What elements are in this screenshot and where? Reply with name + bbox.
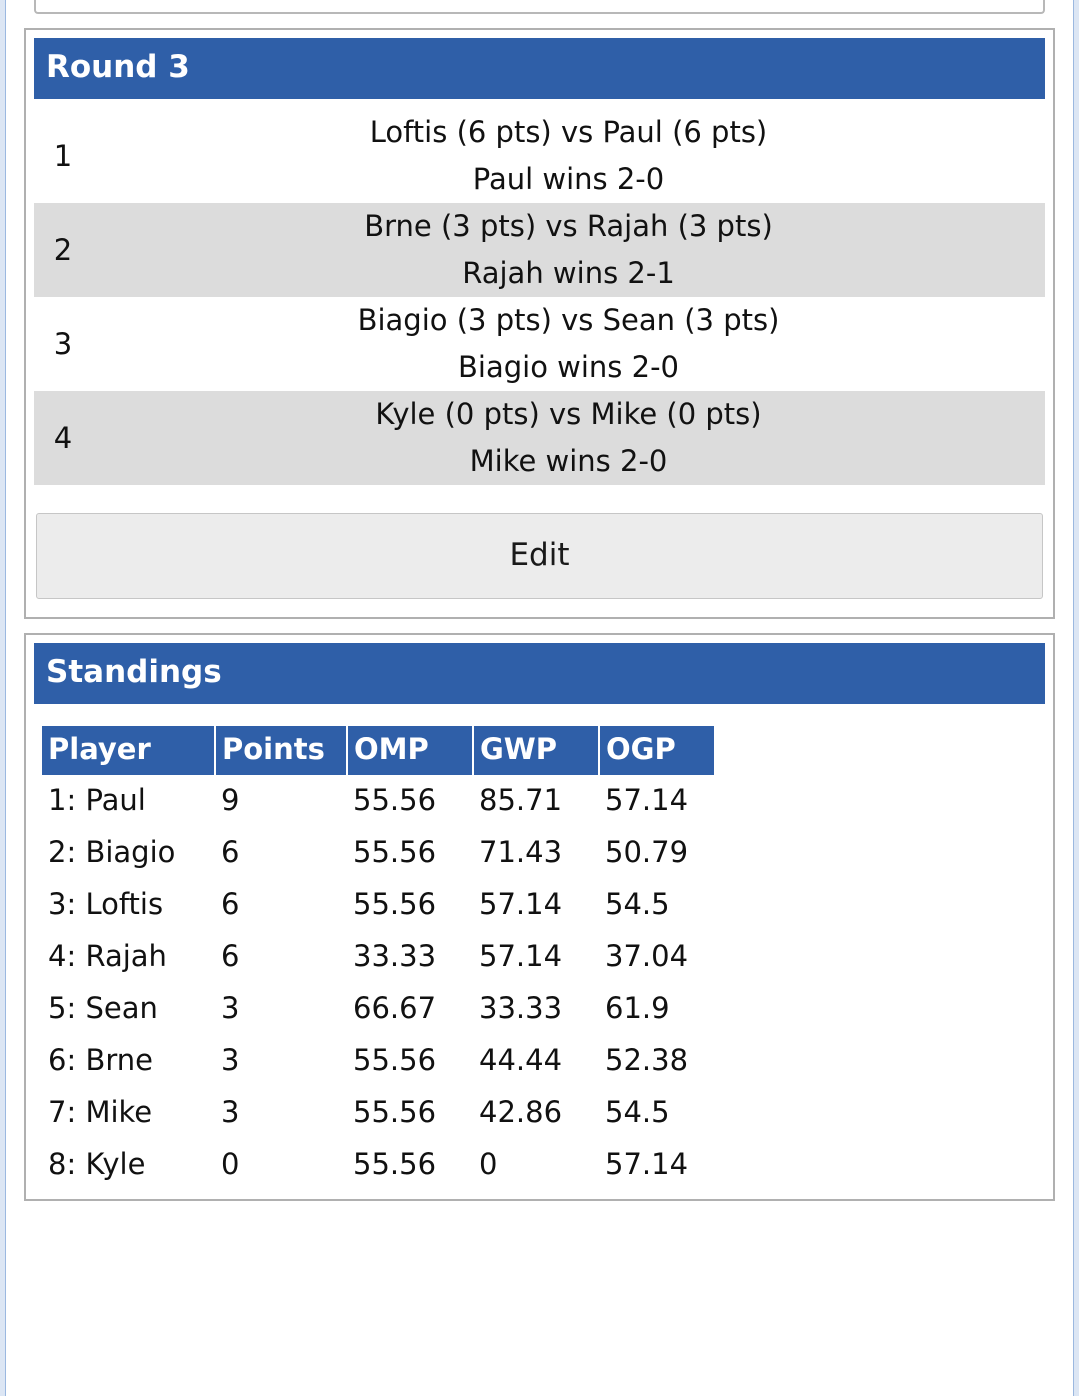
cell-gwp: 42.86 <box>479 1094 563 1129</box>
pairing-result: Paul wins 2-0 <box>472 161 665 196</box>
cell-gwp: 57.14 <box>479 938 563 973</box>
cell-ogp: 54.5 <box>605 1094 670 1129</box>
cell-ogp: 54.5 <box>605 886 670 921</box>
page-content <box>8 0 1071 1396</box>
round-panel <box>24 28 1055 619</box>
column-header-gwp: GWP <box>473 726 599 775</box>
cell-points: 3 <box>221 990 240 1025</box>
cell-player: 4: Rajah <box>48 938 167 973</box>
cell-ogp: 50.79 <box>605 834 689 869</box>
cell-player: 5: Sean <box>48 990 158 1025</box>
cell-player: 7: Mike <box>48 1094 153 1129</box>
cell-omp: 55.56 <box>353 1042 437 1077</box>
table-row <box>42 983 714 1035</box>
cell-player: 2: Biagio <box>48 834 176 869</box>
pairing-result: Rajah wins 2-1 <box>462 255 675 290</box>
cell-points: 6 <box>221 886 240 921</box>
pairing-matchup: Kyle (0 pts) vs Mike (0 pts) <box>375 396 762 431</box>
pairing-detail <box>92 297 1045 391</box>
cell-ogp: 57.14 <box>605 1146 689 1181</box>
table-row <box>42 1087 714 1139</box>
column-header-player: Player <box>42 726 215 775</box>
table-row <box>42 827 714 879</box>
page-edge-left <box>0 0 6 1396</box>
pairing-detail <box>92 203 1045 297</box>
cell-gwp: 33.33 <box>479 990 563 1025</box>
cell-player: 3: Loftis <box>48 886 164 921</box>
table-row[interactable] <box>34 203 1045 297</box>
cell-player: 8: Kyle <box>48 1146 146 1181</box>
pairings-table <box>34 109 1045 485</box>
round-panel-title: Round 3 <box>34 38 1045 99</box>
table-row[interactable] <box>34 109 1045 203</box>
cell-gwp: 57.14 <box>479 886 563 921</box>
cell-ogp: 52.38 <box>605 1042 689 1077</box>
table-row[interactable] <box>34 391 1045 485</box>
pairing-number: 2 <box>34 203 92 297</box>
table-row <box>42 931 714 983</box>
cell-player: 6: Brne <box>48 1042 153 1077</box>
cell-gwp: 0 <box>479 1146 498 1181</box>
table-row[interactable] <box>34 297 1045 391</box>
pairing-matchup: Loftis (6 pts) vs Paul (6 pts) <box>369 115 768 149</box>
pairing-number: 4 <box>34 391 92 485</box>
pairing-number: 1 <box>53 138 73 173</box>
pairing-number: 3 <box>53 326 73 361</box>
standings-header-row <box>42 726 714 775</box>
table-row <box>42 775 714 827</box>
cell-gwp: 71.43 <box>479 834 563 869</box>
standings-panel <box>24 633 1055 1201</box>
pairing-matchup: Brne (3 pts) vs Rajah (3 pts) <box>364 208 773 243</box>
table-row <box>42 1035 714 1087</box>
pairing-matchup: Biagio (3 pts) vs Sean (3 pts) <box>357 302 780 337</box>
cell-omp: 55.56 <box>353 782 437 817</box>
pairing-detail <box>92 391 1045 485</box>
previous-round-panel-bottom <box>34 0 1045 14</box>
cell-points: 6 <box>221 834 240 869</box>
column-header-omp: OMP <box>347 726 473 775</box>
cell-points: 0 <box>221 1146 240 1181</box>
pairing-detail <box>92 109 1045 203</box>
cell-omp: 66.67 <box>353 990 437 1025</box>
table-row <box>42 879 714 931</box>
cell-ogp: 57.14 <box>605 782 689 817</box>
standings-table <box>42 726 714 1191</box>
column-header-points: Points <box>215 726 347 775</box>
cell-gwp: 85.71 <box>479 782 563 817</box>
table-row <box>42 1139 714 1191</box>
cell-gwp: 44.44 <box>479 1042 563 1077</box>
cell-points: 3 <box>221 1094 240 1129</box>
cell-omp: 55.56 <box>353 1146 437 1181</box>
cell-ogp: 37.04 <box>605 938 689 973</box>
page-edge-right <box>1073 0 1079 1396</box>
cell-omp: 55.56 <box>353 1094 437 1129</box>
cell-omp: 33.33 <box>353 938 437 973</box>
cell-points: 9 <box>221 782 240 817</box>
column-header-ogp: OGP <box>599 726 714 775</box>
cell-points: 3 <box>221 1042 240 1077</box>
cell-omp: 55.56 <box>353 834 437 869</box>
cell-ogp: 61.9 <box>605 990 670 1025</box>
cell-omp: 55.56 <box>353 886 437 921</box>
pairing-result: Biagio wins 2-0 <box>458 349 679 384</box>
standings-panel-title: Standings <box>34 643 1045 704</box>
cell-player: 1: Paul <box>48 782 146 817</box>
cell-points: 6 <box>221 938 240 973</box>
pairing-result: Mike wins 2-0 <box>469 443 668 478</box>
edit-button[interactable]: Edit <box>36 513 1043 599</box>
